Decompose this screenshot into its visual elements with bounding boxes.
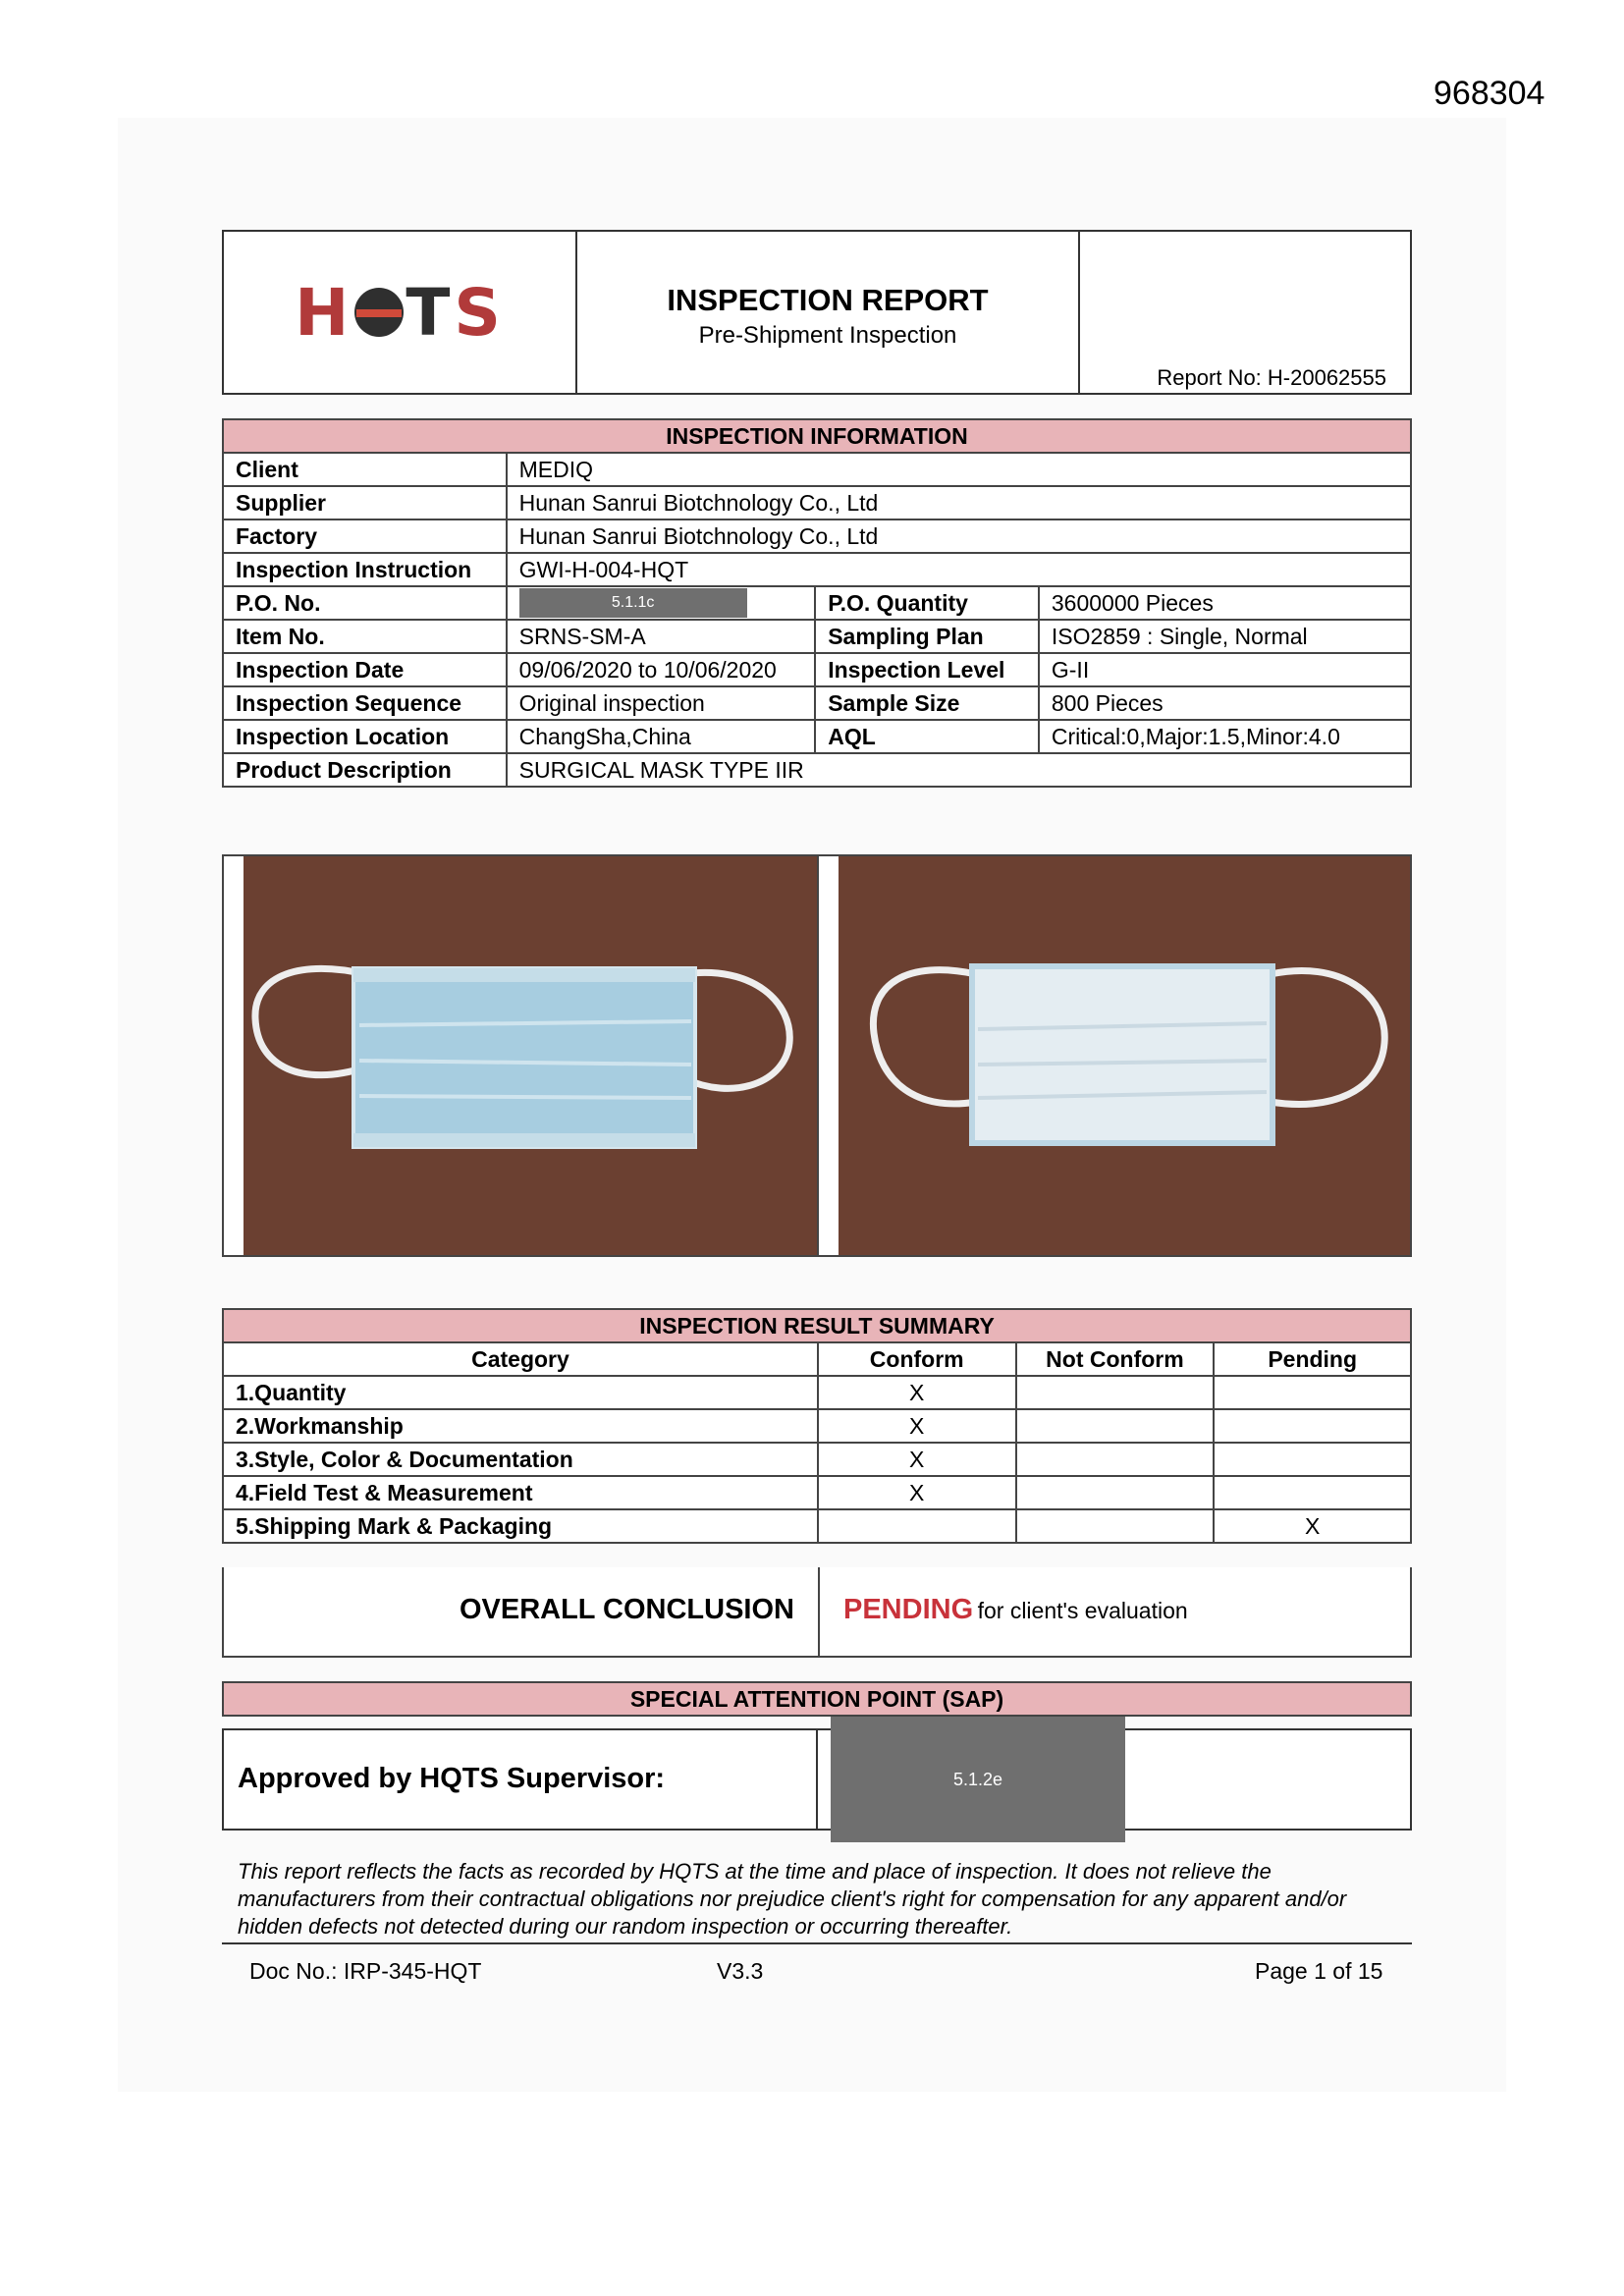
- footer-divider: [222, 1942, 1412, 1944]
- signature-redaction: 5.1.2e: [831, 1717, 1125, 1842]
- summary-not-conform: [1016, 1409, 1215, 1443]
- inspection-info-table: [222, 418, 1412, 788]
- logo-q-icon: [354, 288, 404, 337]
- conclusion-label: OVERALL CONCLUSION: [224, 1567, 820, 1656]
- info-label: Supplier: [223, 486, 507, 519]
- summary-col-header: Category: [223, 1342, 818, 1376]
- summary-not-conform: [1016, 1509, 1215, 1543]
- redaction-box: 5.1.1c: [519, 588, 747, 618]
- summary-pending: [1214, 1476, 1411, 1509]
- summary-category: 5.Shipping Mark & Packaging: [223, 1509, 818, 1543]
- summary-col-header: Not Conform: [1016, 1342, 1215, 1376]
- summary-row: [223, 1509, 1411, 1543]
- info-value: SRNS-SM-A: [507, 620, 816, 653]
- info-value: ISO2859 : Single, Normal: [1039, 620, 1411, 653]
- info-label: Product Description: [223, 753, 507, 787]
- result-summary-table: [222, 1308, 1412, 1544]
- version: V3.3: [717, 1958, 764, 1984]
- report-header: [222, 230, 1412, 395]
- summary-col-header: Pending: [1214, 1342, 1411, 1376]
- summary-category: 3.Style, Color & Documentation: [223, 1443, 818, 1476]
- info-label: P.O. Quantity: [815, 586, 1039, 620]
- info-label: Inspection Sequence: [223, 686, 507, 720]
- info-value: Hunan Sanrui Biotchnology Co., Ltd: [507, 519, 1411, 553]
- summary-category: 2.Workmanship: [223, 1409, 818, 1443]
- summary-pending: [1214, 1409, 1411, 1443]
- info-label: Sampling Plan: [815, 620, 1039, 653]
- summary-pending: [1214, 1443, 1411, 1476]
- summary-not-conform: [1016, 1443, 1215, 1476]
- report-title: INSPECTION REPORT: [667, 283, 989, 317]
- info-value: 800 Pieces: [1039, 686, 1411, 720]
- summary-row: [223, 1476, 1411, 1509]
- document-number: 968304: [1434, 75, 1545, 112]
- summary-conform: X: [818, 1476, 1016, 1509]
- summary-pending: [1214, 1376, 1411, 1409]
- info-label: Sample Size: [815, 686, 1039, 720]
- logo-cell: [224, 232, 577, 393]
- title-cell: [577, 232, 1080, 393]
- po-number-redacted: [507, 586, 816, 620]
- info-label: Inspection Date: [223, 653, 507, 686]
- disclaimer-text: This report reflects the facts as recorded by HQTS at the time and place of inspection. It does not relieve the manufacturers from their contractual obligations nor prejudice client's right for compensation for any apparent and/or hidden defects not detected during our random inspection or occurring thereafter.: [238, 1859, 1347, 1939]
- summary-conform: X: [818, 1443, 1016, 1476]
- report-subtitle: Pre-Shipment Inspection: [698, 322, 957, 349]
- info-value: 09/06/2020 to 10/06/2020: [507, 653, 816, 686]
- sap-heading: SPECIAL ATTENTION POINT (SAP): [222, 1681, 1412, 1717]
- photo-mask-front: [224, 856, 819, 1255]
- summary-heading: INSPECTION RESULT SUMMARY: [223, 1309, 1411, 1342]
- page-number: Page 1 of 15: [1255, 1958, 1383, 1984]
- summary-not-conform: [1016, 1376, 1215, 1409]
- info-label: Factory: [223, 519, 507, 553]
- sap-approval-box: [222, 1728, 1412, 1831]
- info-table-heading: INSPECTION INFORMATION: [223, 419, 1411, 453]
- product-photos: [222, 854, 1412, 1257]
- approved-by-label: Approved by HQTS Supervisor:: [224, 1730, 818, 1829]
- conclusion-status: PENDING: [843, 1594, 974, 1625]
- summary-pending: X: [1214, 1509, 1411, 1543]
- summary-conform: X: [818, 1409, 1016, 1443]
- summary-col-header: Conform: [818, 1342, 1016, 1376]
- summary-row: [223, 1443, 1411, 1476]
- info-label: Inspection Level: [815, 653, 1039, 686]
- info-value: G-II: [1039, 653, 1411, 686]
- info-value: Critical:0,Major:1.5,Minor:4.0: [1039, 720, 1411, 753]
- summary-conform: X: [818, 1376, 1016, 1409]
- conclusion-value: [820, 1567, 1410, 1656]
- info-label: Inspection Instruction: [223, 553, 507, 586]
- info-label: Client: [223, 453, 507, 486]
- hqts-logo: H T S: [295, 274, 505, 351]
- info-value: MEDIQ: [507, 453, 1411, 486]
- info-value: Original inspection: [507, 686, 816, 720]
- info-value: GWI-H-004-HQT: [507, 553, 1411, 586]
- summary-not-conform: [1016, 1476, 1215, 1509]
- summary-category: 4.Field Test & Measurement: [223, 1476, 818, 1509]
- info-label: Item No.: [223, 620, 507, 653]
- info-label: P.O. No.: [223, 586, 507, 620]
- info-value: 3600000 Pieces: [1039, 586, 1411, 620]
- overall-conclusion: [222, 1567, 1412, 1658]
- info-label: AQL: [815, 720, 1039, 753]
- conclusion-note: for client's evaluation: [977, 1598, 1188, 1623]
- report-number: Report No: H-20062555: [1157, 365, 1386, 390]
- info-label: Inspection Location: [223, 720, 507, 753]
- info-value: ChangSha,China: [507, 720, 816, 753]
- summary-conform: [818, 1509, 1016, 1543]
- info-value: SURGICAL MASK TYPE IIR: [507, 753, 1411, 787]
- summary-row: [223, 1409, 1411, 1443]
- report-no-cell: [1080, 232, 1410, 393]
- info-value: Hunan Sanrui Biotchnology Co., Ltd: [507, 486, 1411, 519]
- summary-row: [223, 1376, 1411, 1409]
- doc-no: Doc No.: IRP-345-HQT: [249, 1958, 482, 1984]
- summary-category: 1.Quantity: [223, 1376, 818, 1409]
- photo-mask-back: [819, 856, 1410, 1255]
